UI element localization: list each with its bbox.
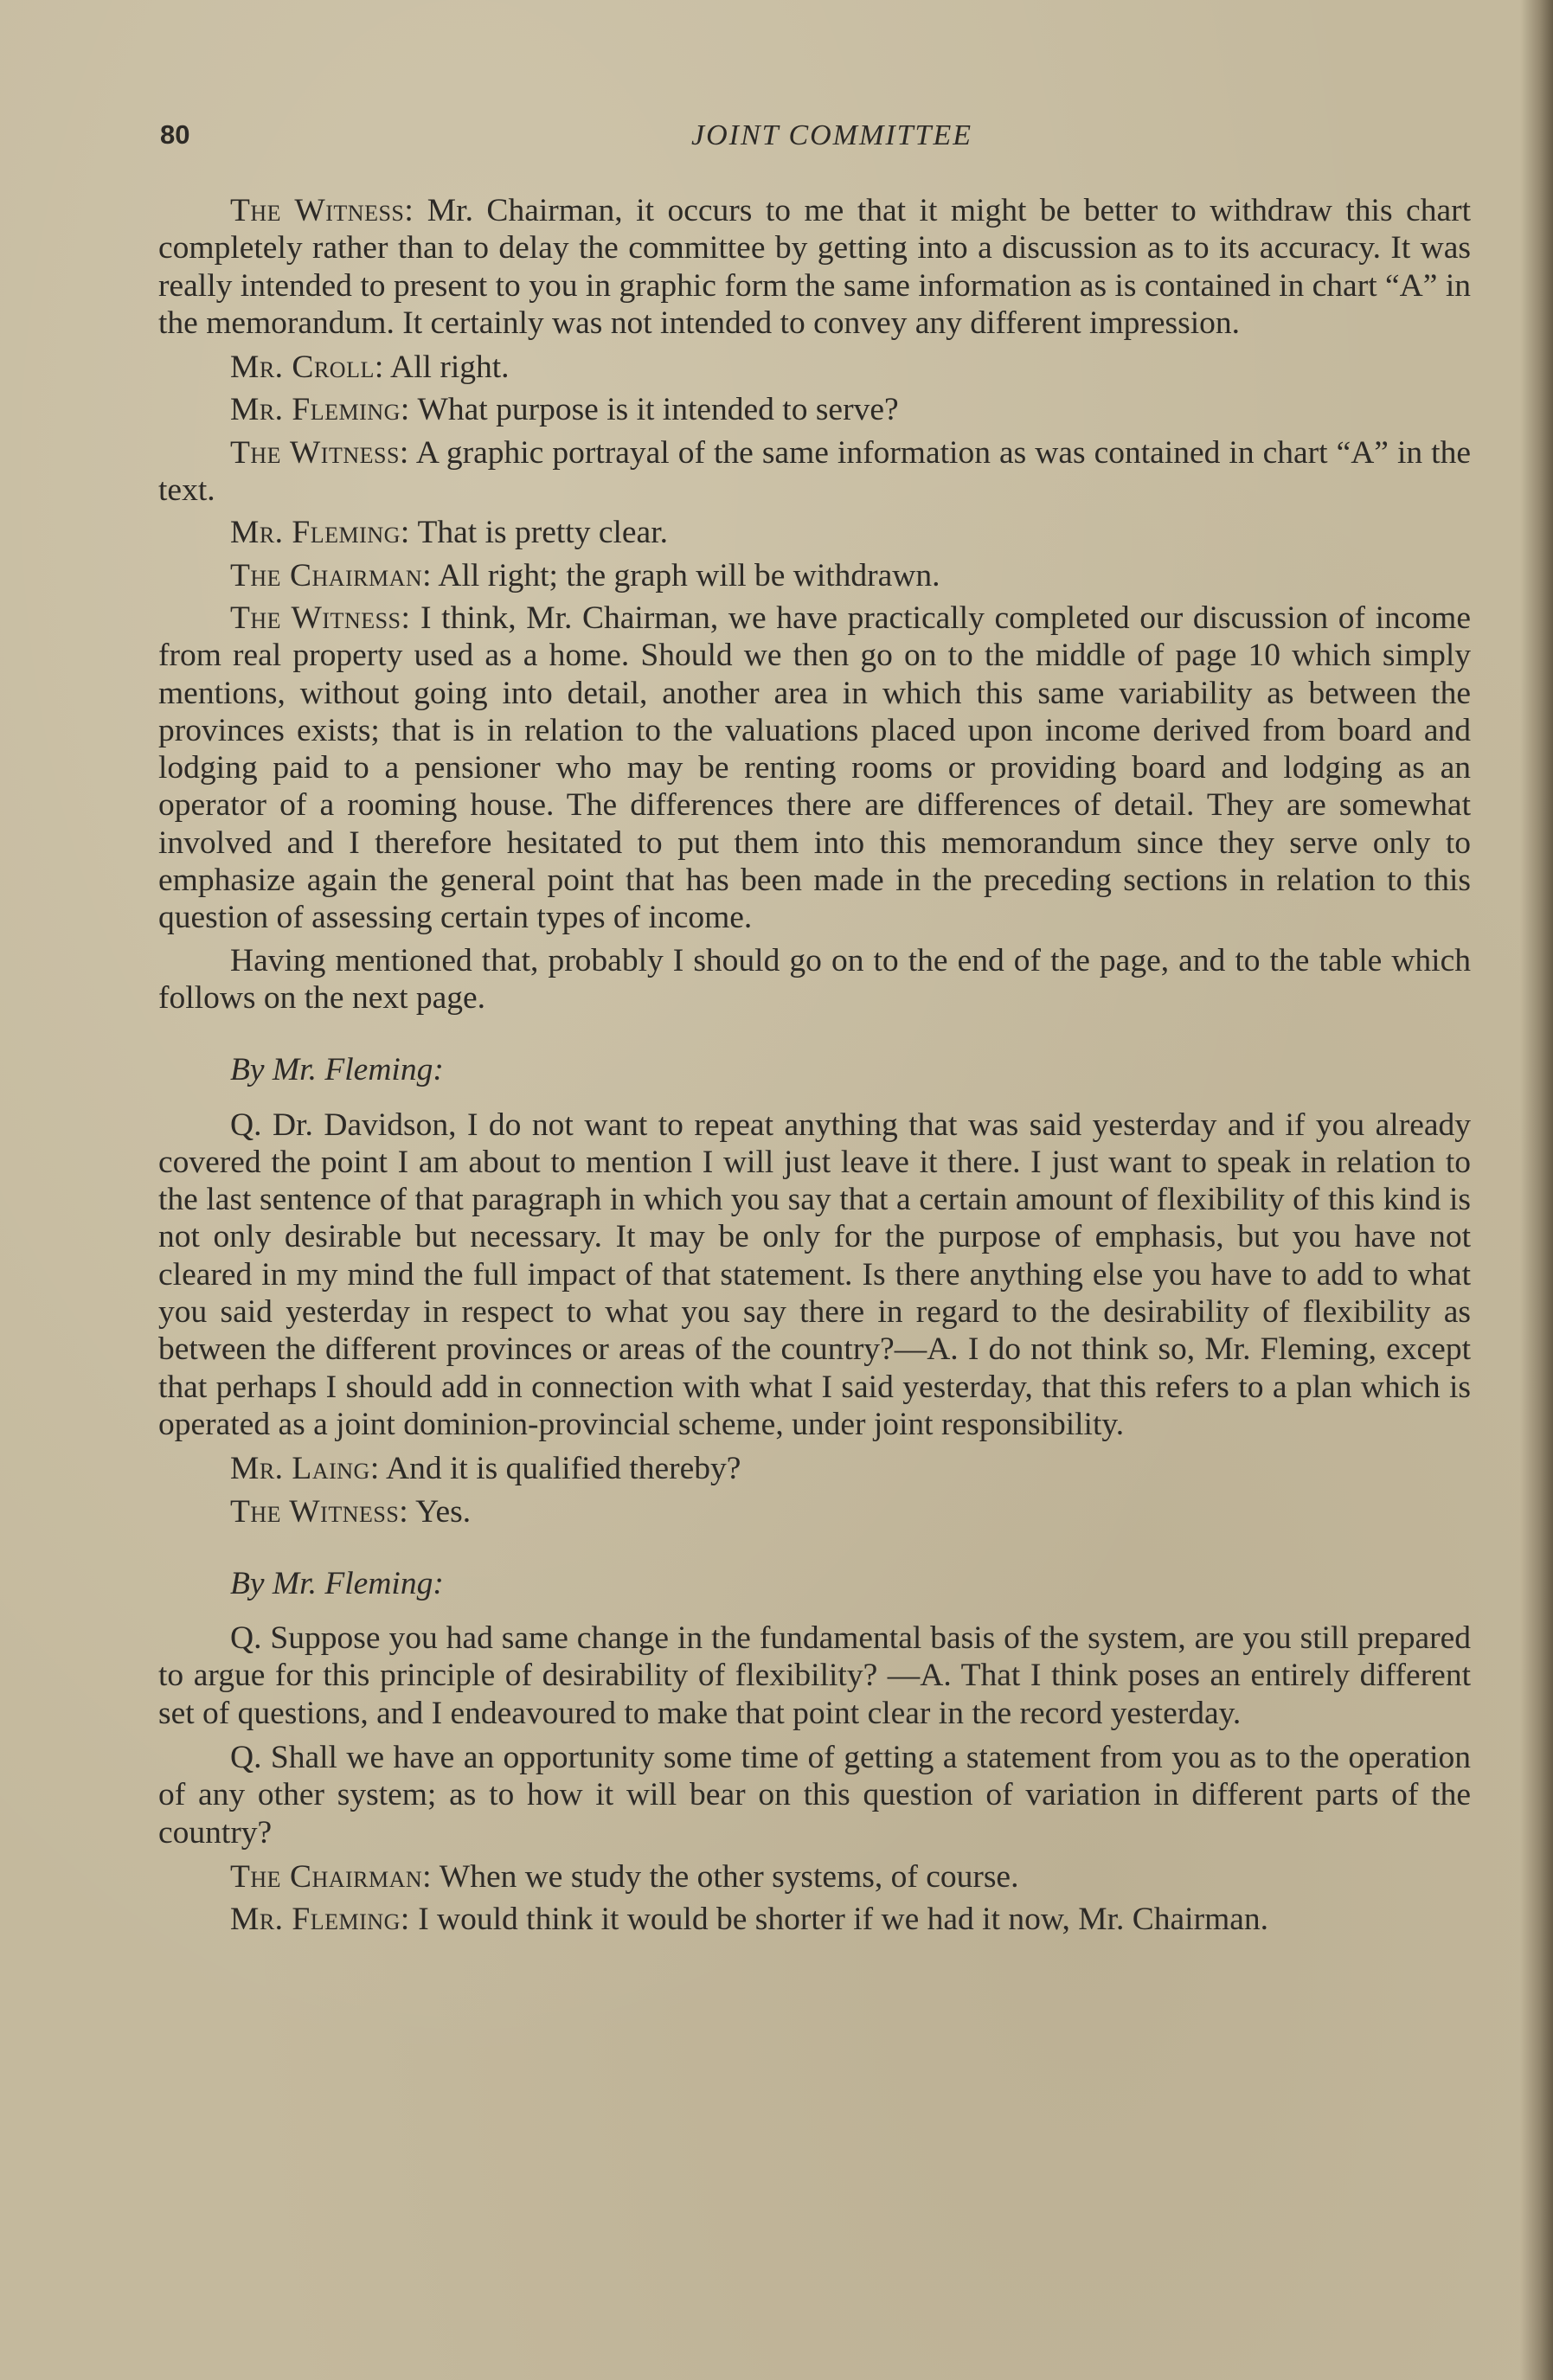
speaker-name: Mr. Croll: bbox=[230, 350, 384, 386]
paragraph bbox=[158, 1107, 1471, 1444]
paragraph bbox=[158, 192, 1471, 342]
paragraph-text: What purpose is it intended to serve? bbox=[409, 392, 899, 428]
examiner-byline: By Mr. Fleming: bbox=[230, 1565, 444, 1601]
paragraph-text: A graphic portrayal of the same information as was contained in chart “A” in the text. bbox=[158, 434, 1471, 509]
speaker-name: The Chairman: bbox=[230, 1858, 433, 1895]
paragraph bbox=[158, 942, 1471, 1017]
page-edge-shadow bbox=[1520, 0, 1553, 2380]
paragraph bbox=[158, 434, 1471, 510]
paragraph-text: I would think it would be shorter if we had it now, Mr. Chairman. bbox=[409, 1902, 1269, 1938]
paragraph bbox=[158, 557, 1471, 594]
paragraph-text: I think, Mr. Chairman, we have practically completed our discussion of income from real property used as a home. Should we then go on to the middle of page 10 which simply mentions, without going into detail, another area in which this same variability as between the provinces exists; that is in relation to the valuations placed upon income derived from board and lodging paid to a pensioner who may be renting rooms or providing board and lodging as an operator of a rooming house. The differences there are differences of detail. They are somewhat involved and I therefore hesitated to put them into this memorandum since they serve only to emphasize again the general point that has been made in the preceding sections in relation to this question of assessing certain types of income. bbox=[158, 600, 1471, 936]
paragraph bbox=[158, 1901, 1471, 1938]
paragraph-text: Q. Dr. Davidson, I do not want to repeat anything that was said yesterday and if you already covered the point I am about to mention I will just leave it there. I just want to speak in relation to the last sentence of that paragraph in which you say that a certain amount of flexibility of this kind is not only desirable but necessary. It may be only for the purpose of emphasis, but you have not cleared in my mind the full impact of that statement. Is there anything else you have to add to what you said yesterday in respect to what you say there in regard to the desirability of flexibility as between the different provinces or areas of the country?—A. I do not think so, Mr. Fleming, except that perhaps I should add in connection with what I said yesterday, that this refers to a plan which is operated as a joint dominion-provincial scheme, under joint responsibility. bbox=[158, 1107, 1471, 1442]
paragraph-text: Yes. bbox=[408, 1493, 472, 1530]
paragraph bbox=[158, 1450, 1471, 1487]
paragraph-text: All right; the graph will be withdrawn. bbox=[432, 557, 940, 593]
paragraph-text: Q. Suppose you had same change in the fundamental basis of the system, are you still prepared to argue for this principle of desirability of flexibility? —A. That I think poses an entirely different set of questions, and I endeavoured to make that point clear in the record yesterday. bbox=[158, 1620, 1471, 1731]
body-text bbox=[158, 192, 1471, 1938]
paragraph-text: That is pretty clear. bbox=[409, 515, 668, 551]
paragraph bbox=[158, 391, 1471, 428]
paragraph bbox=[158, 1739, 1471, 1851]
speaker-name: Mr. Fleming: bbox=[230, 515, 410, 551]
speaker-name: The Chairman: bbox=[230, 557, 433, 593]
page-number: 80 bbox=[160, 119, 190, 150]
paragraph bbox=[158, 349, 1471, 386]
paragraph-text: When we study the other systems, of course. bbox=[432, 1858, 1019, 1895]
running-title: JOINT COMMITTEE bbox=[691, 119, 972, 151]
paragraph-text: All right. bbox=[383, 350, 510, 386]
speaker-name: Mr. Fleming: bbox=[230, 392, 410, 428]
paragraph-text: And it is qualified thereby? bbox=[379, 1451, 741, 1487]
paragraph bbox=[158, 1858, 1471, 1896]
paragraph bbox=[158, 1493, 1471, 1530]
examiner-byline: By Mr. Fleming: bbox=[230, 1052, 444, 1088]
paragraph-text: Mr. Chairman, it occurs to me that it might be better to withdraw this chart completely rather than to delay the committee by getting into a discussion as to its accuracy. It was really intended to present to you in graphic form the same information as is contained in chart “A” in the memorandum. It certainly was not intended to convey any different impression. bbox=[158, 193, 1471, 341]
paragraph bbox=[158, 514, 1471, 551]
paragraph-text: Having mentioned that, probably I should go on to the end of the page, and to the table which follows on the next page. bbox=[158, 942, 1471, 1016]
speaker-name: The Witness: bbox=[230, 193, 414, 228]
paragraph-text: Q. Shall we have an opportunity some time of getting a statement from you as to the operation of any other system; as to how it will bear on this question of variation in different parts of the country? bbox=[158, 1739, 1471, 1851]
paragraph bbox=[158, 1620, 1471, 1732]
speaker-name: The Witness: bbox=[230, 1493, 409, 1530]
running-head bbox=[158, 112, 1471, 173]
speaker-name: The Witness: bbox=[230, 600, 411, 636]
speaker-name: The Witness: bbox=[230, 434, 409, 471]
speaker-name: Mr. Fleming: bbox=[230, 1902, 410, 1938]
speaker-name: Mr. Laing: bbox=[230, 1451, 380, 1487]
paragraph bbox=[158, 600, 1471, 937]
